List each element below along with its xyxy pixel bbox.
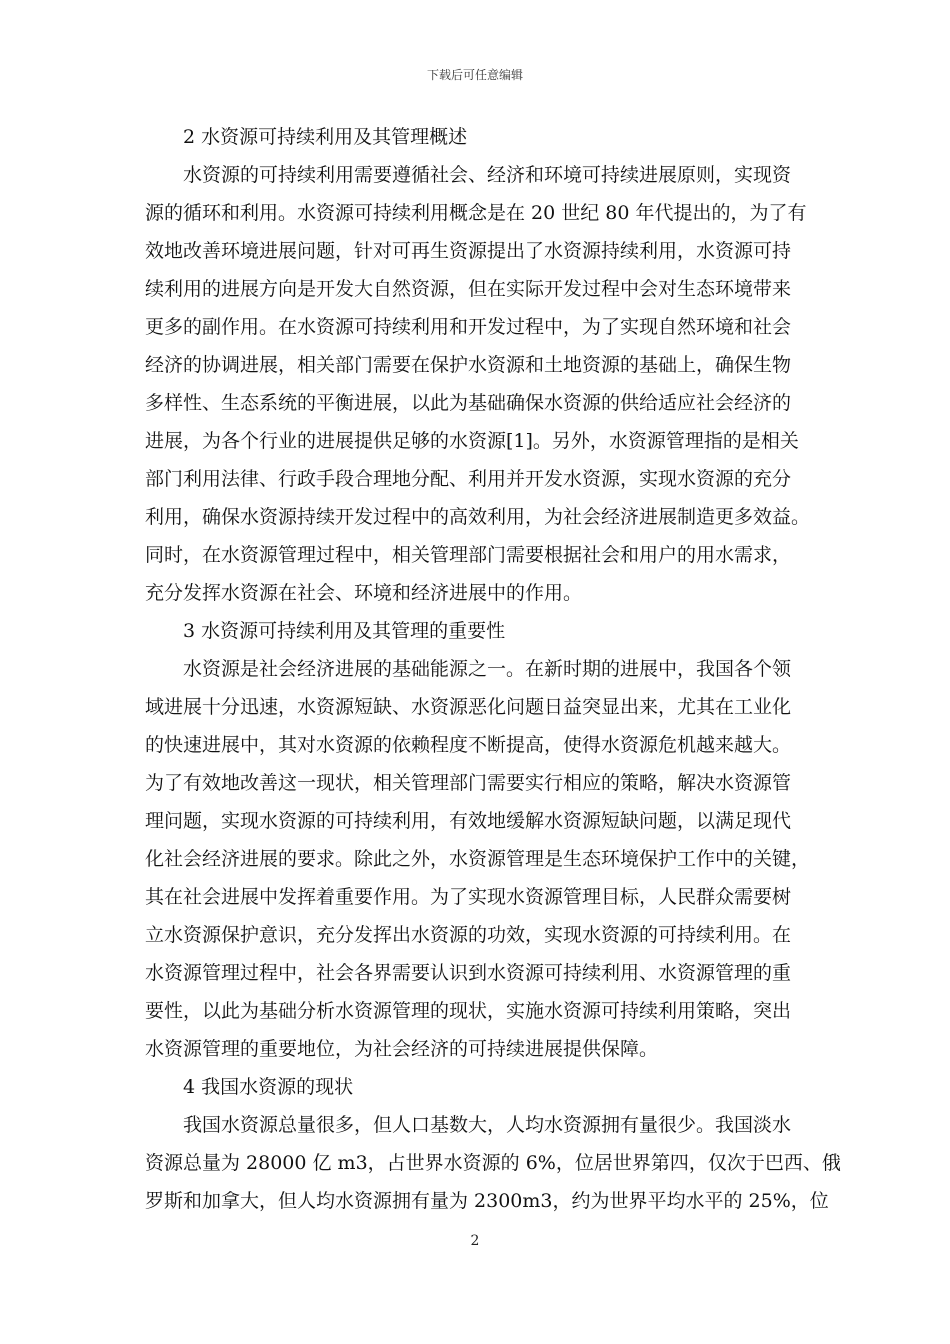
page-header: 下载后可任意编辑 xyxy=(426,68,523,82)
paragraph-line: 水资源管理的重要地位，为社会经济的可持续进展提供保障。 xyxy=(145,1038,659,1060)
paragraph-line: 同时，在水资源管理过程中，相关管理部门需要根据社会和用户的用水需求， xyxy=(145,544,792,566)
page-number: 2 xyxy=(470,1233,480,1249)
paragraph-line: 水资源是社会经济进展的基础能源之一。在新时期的进展中，我国各个领 xyxy=(183,658,792,680)
paragraph-line: 立水资源保护意识，充分发挥出水资源的功效，实现水资源的可持续利用。在 xyxy=(145,924,792,946)
paragraph-line: 进展，为各个行业的进展提供足够的水资源[1]。另外，水资源管理指的是相关 xyxy=(145,430,799,452)
paragraph-line: 水资源管理过程中，社会各界需要认识到水资源可持续利用、水资源管理的重 xyxy=(145,962,792,984)
section-heading: 2 水资源可持续利用及其管理概述 xyxy=(183,126,468,148)
paragraph-line: 的快速进展中，其对水资源的依赖程度不断提高，使得水资源危机越来越大。 xyxy=(145,734,792,756)
paragraph-line: 经济的协调进展，相关部门需要在保护水资源和土地资源的基础上，确保生物 xyxy=(145,354,792,376)
paragraph-line: 充分发挥水资源在社会、环境和经济进展中的作用。 xyxy=(145,582,583,604)
paragraph-line: 资源总量为 28000 亿 m3，占世界水资源的 6%，位居世界第四，仅次于巴西、俄 xyxy=(145,1152,841,1174)
paragraph-line: 为了有效地改善这一现状，相关管理部门需要实行相应的策略，解决水资源管 xyxy=(145,772,792,794)
document-body xyxy=(145,118,841,1220)
paragraph-line: 其在社会进展中发挥着重要作用。为了实现水资源管理目标，人民群众需要树 xyxy=(145,886,792,908)
paragraph-line: 利用，确保水资源持续开发过程中的高效利用，为社会经济进展制造更多效益。 xyxy=(145,506,811,528)
paragraph-line: 要性，以此为基础分析水资源管理的现状，实施水资源可持续利用策略，突出 xyxy=(145,1000,792,1022)
paragraph-line: 源的循环和利用。水资源可持续利用概念是在 20 世纪 80 年代提出的，为了有 xyxy=(145,202,807,224)
paragraph-line: 我国水资源总量很多，但人口基数大，人均水资源拥有量很少。我国淡水 xyxy=(183,1114,792,1136)
paragraph-line: 效地改善环境进展问题，针对可再生资源提出了水资源持续利用，水资源可持 xyxy=(145,240,792,262)
section-paragraph xyxy=(145,650,817,1068)
paragraph-line: 化社会经济进展的要求。除此之外，水资源管理是生态环境保护工作中的关键， xyxy=(145,848,811,870)
paragraph-line: 理问题，实现水资源的可持续利用，有效地缓解水资源短缺问题，以满足现代 xyxy=(145,810,792,832)
paragraph-line: 更多的副作用。在水资源可持续利用和开发过程中，为了实现自然环境和社会 xyxy=(145,316,792,338)
section-paragraph xyxy=(145,156,817,612)
paragraph-line: 续利用的进展方向是开发大自然资源，但在实际开发过程中会对生态环境带来 xyxy=(145,278,792,300)
section-heading: 3 水资源可持续利用及其管理的重要性 xyxy=(183,620,506,642)
paragraph-line: 域进展十分迅速，水资源短缺、水资源恶化问题日益突显出来，尤其在工业化 xyxy=(145,696,792,718)
paragraph-line: 多样性、生态系统的平衡进展，以此为基础确保水资源的供给适应社会经济的 xyxy=(145,392,792,414)
paragraph-line: 罗斯和加拿大，但人均水资源拥有量为 2300m3，约为世界平均水平的 25%，位 xyxy=(145,1190,829,1212)
paragraph-line: 水资源的可持续利用需要遵循社会、经济和环境可持续进展原则，实现资 xyxy=(183,164,792,186)
paragraph-line: 部门利用法律、行政手段合理地分配、利用并开发水资源，实现水资源的充分 xyxy=(145,468,792,490)
section-paragraph xyxy=(145,1106,841,1220)
section-heading: 4 我国水资源的现状 xyxy=(183,1076,354,1098)
